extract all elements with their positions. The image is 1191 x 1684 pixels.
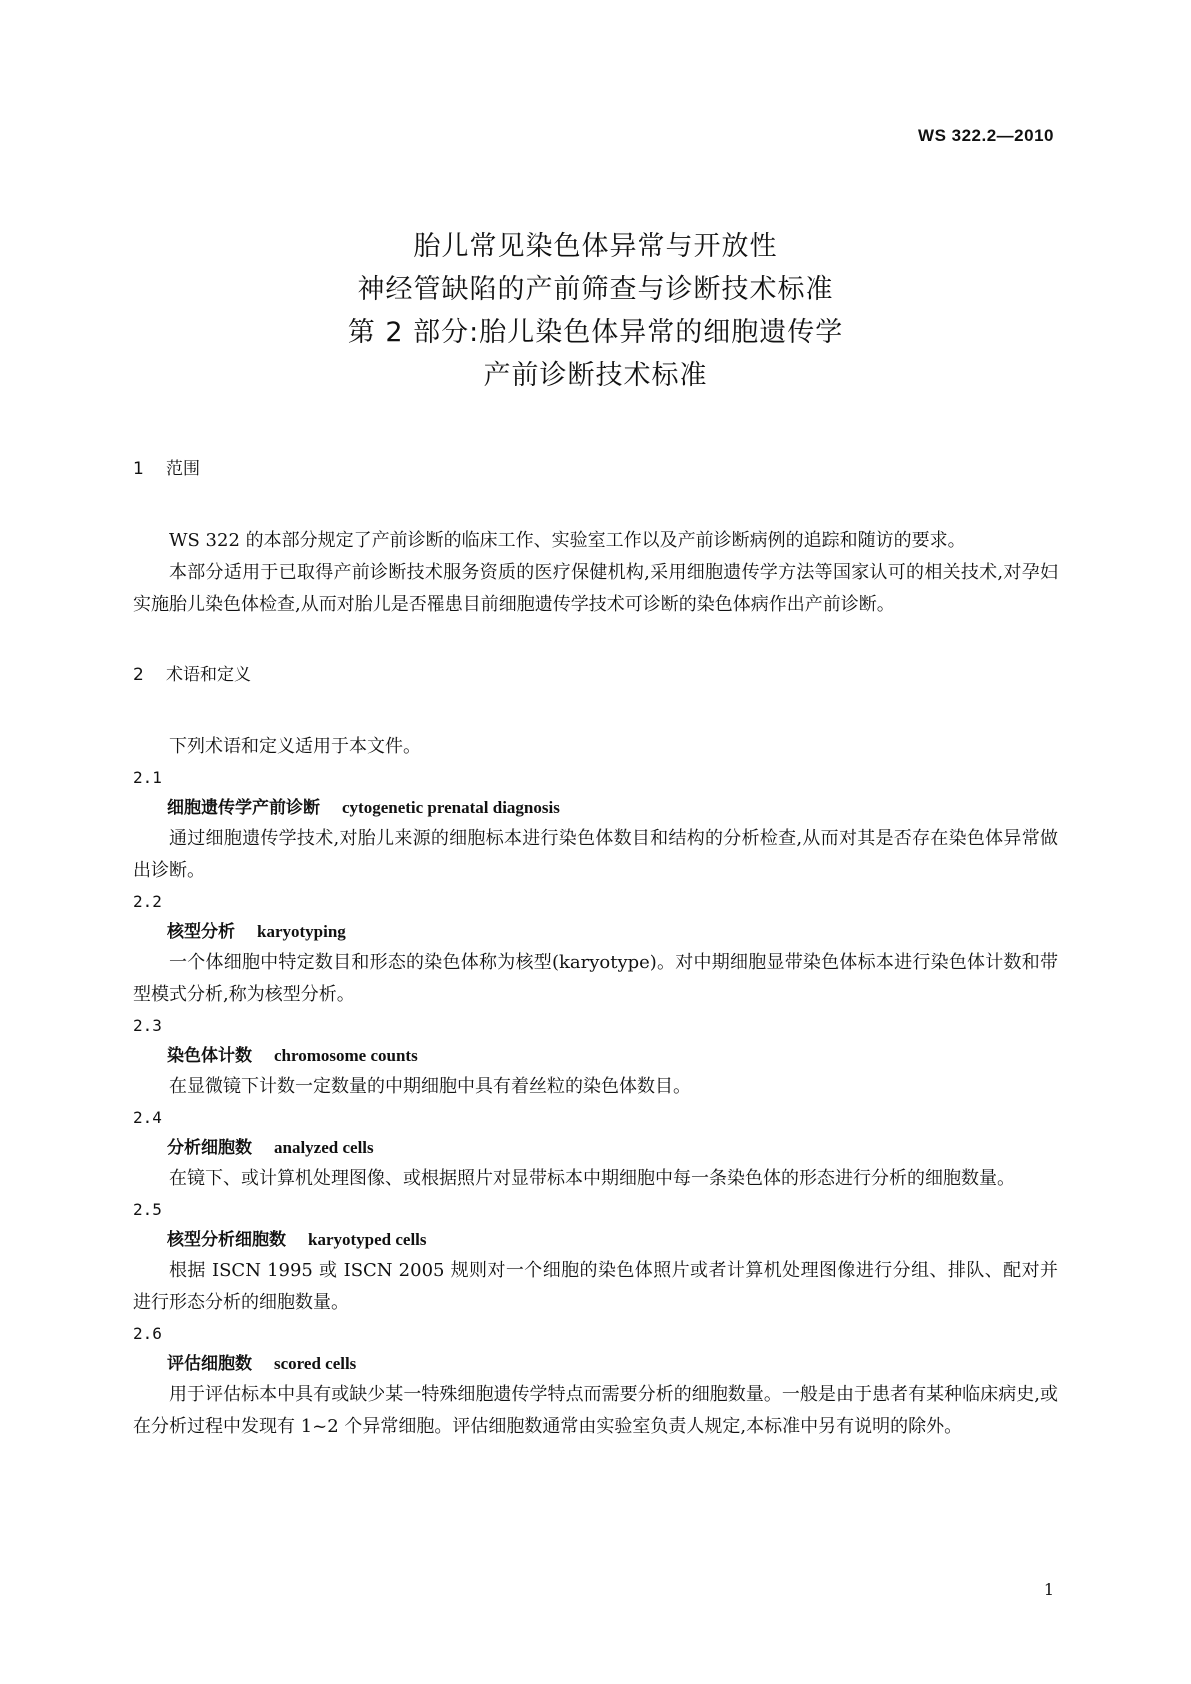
document-body [133,455,1058,1443]
term-definition: 一个体细胞中特定数目和形态的染色体称为核型(karyotype)。对中期细胞显带染色体标本进行染色体计数和带型模式分析,称为核型分析。 [133,952,1058,1005]
term-en: karyotyped cells [308,1230,427,1249]
clause-number: 2.1 [133,768,162,787]
section-1-number: 1 [133,459,144,479]
term-zh: 核型分析 [167,922,235,942]
term-en: scored cells [274,1354,357,1373]
term-definition: 根据 ISCN 1995 或 ISCN 2005 规则对一个细胞的染色体照片或者计算机处理图像进行分组、排队、配对并进行形态分析的细胞数量。 [133,1260,1058,1313]
term-zh: 核型分析细胞数 [167,1230,286,1250]
term-en: cytogenetic prenatal diagnosis [342,798,560,817]
term-zh: 分析细胞数 [167,1138,252,1158]
term-heading [133,793,1058,823]
term-definition: 在镜下、或计算机处理图像、或根据照片对显带标本中期细胞中每一条染色体的形态进行分析的细胞数量。 [169,1168,1015,1189]
term-zh: 染色体计数 [167,1046,252,1066]
section-1-heading [133,455,1058,483]
document-title [0,225,1191,397]
section-2-number: 2 [133,665,144,685]
standard-code: WS 322.2—2010 [918,126,1054,145]
title-line-4: 产前诊断技术标准 [483,360,708,391]
clause-number: 2.2 [133,892,162,911]
term-definition: 用于评估标本中具有或缺少某一特殊细胞遗传学特点而需要分析的细胞数量。一般是由于患者有某种临床病史,或在分析过程中发现有 1~2 个异常细胞。评估细胞数通常由实验室负责人规定,本标准中另有说明的除外。 [133,1384,1058,1437]
clause-number: 2.4 [133,1108,162,1127]
term-heading [133,1225,1058,1255]
clause-number: 2.5 [133,1200,162,1219]
section-2-title: 术语和定义 [166,665,251,685]
clause-number: 2.6 [133,1324,162,1343]
scope-paragraph-1: WS 322 的本部分规定了产前诊断的临床工作、实验室工作以及产前诊断病例的追踪和随访的要求。 [169,530,966,551]
term-definition: 通过细胞遗传学技术,对胎儿来源的细胞标本进行染色体数目和结构的分析检查,从而对其是否存在染色体异常做出诊断。 [133,828,1058,881]
term-heading [133,1133,1058,1163]
section-1-title: 范围 [166,459,200,479]
term-en: chromosome counts [274,1046,418,1065]
page-number: 1 [1043,1580,1054,1599]
term-zh: 细胞遗传学产前诊断 [167,798,320,818]
scope-paragraph-2: 本部分适用于已取得产前诊断技术服务资质的医疗保健机构,采用细胞遗传学方法等国家认可的相关技术,对孕妇实施胎儿染色体检查,从而对胎儿是否罹患目前细胞遗传学技术可诊断的染色体病作出产前诊断。 [133,562,1058,615]
term-en: karyotyping [257,922,346,941]
title-line-2: 神经管缺陷的产前筛查与诊断技术标准 [357,274,834,305]
terms-intro: 下列术语和定义适用于本文件。 [169,736,421,757]
term-heading [133,1041,1058,1071]
title-line-1: 胎儿常见染色体异常与开放性 [413,231,778,262]
clause-number: 2.3 [133,1016,162,1035]
term-definition: 在显微镜下计数一定数量的中期细胞中具有着丝粒的染色体数目。 [169,1076,691,1097]
section-2-heading [133,661,1058,689]
term-heading [133,1349,1058,1379]
title-line-3: 第 2 部分:胎儿染色体异常的细胞遗传学 [347,317,844,348]
term-heading [133,917,1058,947]
term-en: analyzed cells [274,1138,374,1157]
term-zh: 评估细胞数 [167,1354,252,1374]
